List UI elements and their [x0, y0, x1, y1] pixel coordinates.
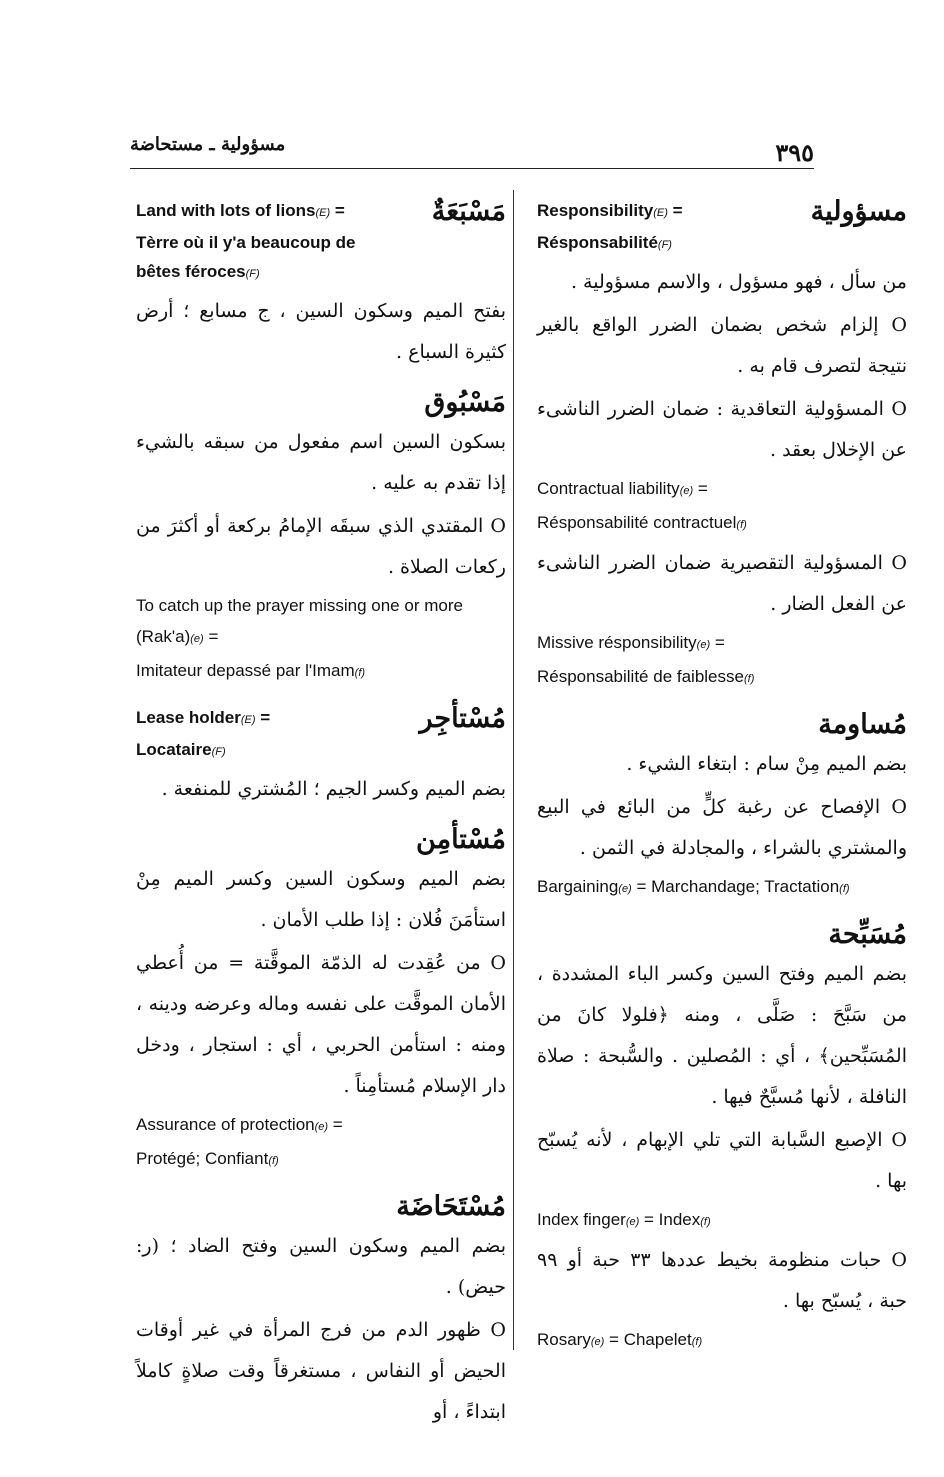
translation: Rosary(e) = Chapelet(f) — [537, 1330, 703, 1349]
lang-tag: (E) — [315, 207, 331, 219]
entry-mustamin — [136, 824, 506, 1177]
definition: O الإصبع السَّبابة التي تلي الإبهام ، لأنه يُسبّح بها . — [537, 1129, 907, 1192]
lang-tag: (f) — [691, 1336, 703, 1348]
lang-tag: (e) — [696, 639, 711, 651]
lang-tag: (f) — [354, 667, 366, 679]
definition: بضم الميم وكسر الجيم ؛ المُشتري للمنفعة . — [161, 778, 506, 800]
lang-tag: (f) — [268, 1155, 279, 1167]
lang-tag: (f) — [743, 673, 755, 685]
lang-tag: (f) — [736, 519, 747, 531]
entry-mustahada — [136, 1191, 506, 1433]
lang-tag: (F) — [211, 746, 226, 758]
entry-head — [537, 196, 907, 260]
equiv-fr: Résponsabilité — [537, 233, 658, 252]
definition: O ظهور الدم من فرج المرأة في غير أوقات الحيض أو النفاس ، مستغرقاً وقت صلاةٍ كاملاً ابتداءً ، أو — [136, 1319, 506, 1423]
page-number: ٣٩٥ — [775, 138, 814, 167]
trans-en: Contractual liability — [537, 479, 680, 498]
equiv-en: Lease holder — [136, 708, 241, 727]
headword: مُسْتأمِن — [416, 824, 506, 855]
definition: بسكون السين اسم مفعول من سبقه بالشيء إذا تقدم به عليه . — [136, 431, 506, 494]
lang-tag: (e) — [618, 883, 632, 895]
definition: O حبات منظومة بخيط عددها ٣٣ حبة أو ٩٩ حبة ، يُسبّح بها . — [537, 1249, 907, 1312]
equivalents: Lease holder(E) = Locataire(F) — [136, 708, 271, 759]
definition: بضم الميم مِنْ سام : ابتغاء الشيء . — [626, 753, 907, 775]
headword: مُساومة — [818, 709, 907, 740]
entry-head — [136, 703, 506, 767]
entry-mustajir — [136, 703, 506, 810]
definition: بفتح الميم وسكون السين ، ج مسابع ؛ أرض كثيرة السباع . — [136, 300, 506, 363]
lang-tag: (f) — [700, 1216, 711, 1228]
translation: To catch up the prayer missing one or more (Rak'a)(e) = Imitateur depassé par l'Imam(f) — [136, 596, 463, 680]
definition: من سأل ، فهو مسؤول ، والاسم مسؤولية . — [570, 271, 907, 293]
translation: Contractual liability(e) = Résponsabilité contractuel(f) — [537, 479, 747, 532]
headword: مُسْتَحَاضَة — [396, 1191, 506, 1222]
translation: Assurance of protection(e) = Protégé; Confiant(f) — [136, 1115, 343, 1168]
definition: O إلزام شخص بضمان الضرر الواقع بالغير نتيجة لتصرف قام به . — [537, 314, 907, 377]
trans-fr: Marchandage; Tractation — [651, 877, 840, 896]
entry-musawama — [537, 709, 907, 905]
translation: Missive résponsibility(e) = Résponsabilité de faiblesse(f) — [537, 633, 755, 686]
equiv-en: Responsibility — [537, 201, 654, 220]
trans-en: Assurance of protection — [136, 1115, 315, 1134]
definition: O المقتدي الذي سبقَه الإمامُ بركعة أو أكثرَ من ركعات الصلاة . — [136, 515, 506, 578]
trans-en: Missive résponsibility — [537, 633, 697, 652]
column-divider — [513, 190, 514, 1350]
headword: مَسْبُوق — [424, 387, 506, 418]
equiv-fr: Tèrre où il y'a beaucoup de bêtes féroces — [136, 233, 356, 281]
entry-masbuq — [136, 387, 506, 689]
definition: O المسؤولية التعاقدية : ضمان الضرر الناشىء عن الإخلال بعقد . — [537, 398, 907, 461]
lang-tag: (f) — [839, 883, 850, 895]
definition: بضم الميم وفتح السين وكسر الباء المشددة ، من سَبَّحَ : صَلَّى ، ومنه ﴿فلولا كانَ من المُسَبِّحين﴾ ، أي : المُصلين . والسُّبحة : صلاة النافلة ، لأنها مُسبَّحٌ فيها . — [537, 963, 907, 1108]
trans-fr: Résponsabilité contractuel — [537, 513, 737, 532]
lang-tag: (e) — [679, 485, 694, 497]
entry-masuliya — [537, 196, 907, 695]
definition: O الإفصاح عن رغبة كلٍّ من البائع في البيع والمشتري بالشراء ، والمجادلة في الثمن . — [537, 796, 907, 859]
lang-tag: (e) — [314, 1121, 329, 1133]
headword: مُسْتأجِر — [419, 703, 506, 734]
entry-head — [136, 196, 506, 289]
trans-fr: Index — [658, 1210, 701, 1229]
definition: O المسؤولية التقصيرية ضمان الضرر الناشىء عن الفعل الضار . — [537, 552, 907, 615]
trans-fr: Imitateur depassé par l'Imam — [136, 661, 355, 680]
running-title: مسؤولية ـ مستحاضة — [130, 134, 286, 155]
definition: بضم الميم وسكون السين وكسر الميم مِنْ استأمَنَ فُلان : إذا طلب الأمان . — [136, 868, 506, 931]
trans-fr: Chapelet — [623, 1330, 692, 1349]
equiv-en: Land with lots of lions — [136, 201, 316, 220]
equiv-fr: Locataire — [136, 740, 212, 759]
lang-tag: (e) — [625, 1216, 640, 1228]
headword: مُسَبِّحة — [828, 919, 907, 950]
definition: بضم الميم وسكون السين وفتح الضاد ؛ (ر: حيض) . — [136, 1235, 506, 1298]
equivalents: Land with lots of lions(E) = Tèrre où il y'a beaucoup de bêtes féroces(F) — [136, 201, 356, 281]
lang-tag: (F) — [657, 239, 672, 251]
definition: O من عُقِدت له الذمّة الموقَّتة = من أُعطي الأمان الموقَّت على نفسه وماله وعرضه ودينه ، ومنه : استأمن الحربي ، أي : استجار ، ودخل دار الإسلام مُستأمِناً . — [136, 952, 506, 1097]
headword: مسؤولية — [810, 196, 907, 227]
trans-fr: Résponsabilité de faiblesse — [537, 667, 744, 686]
trans-fr: Protégé; Confiant — [136, 1149, 269, 1168]
equivalents: Responsibility(E) = Résponsabilité(F) — [537, 201, 683, 252]
left-column — [136, 196, 506, 1447]
entry-musabbiha — [537, 919, 907, 1358]
page-header — [130, 128, 814, 169]
trans-en: To catch up the prayer missing one or more (Rak'a) — [136, 596, 463, 646]
translation: Bargaining(e) = Marchandage; Tractation(f) — [537, 877, 850, 896]
trans-en: Index finger — [537, 1210, 626, 1229]
entry-masbaa — [136, 196, 506, 373]
translation: Index finger(e) = Index(f) — [537, 1210, 711, 1229]
lang-tag: (E) — [653, 207, 668, 219]
headword: مَسْبَعَةٌ — [431, 196, 506, 227]
lang-tag: (e) — [590, 1336, 605, 1348]
trans-en: Bargaining — [537, 877, 619, 896]
lang-tag: (F) — [245, 268, 260, 280]
lang-tag: (E) — [240, 714, 256, 726]
trans-en: Rosary — [537, 1330, 591, 1349]
right-column — [537, 196, 907, 1372]
lang-tag: (e) — [190, 633, 204, 645]
